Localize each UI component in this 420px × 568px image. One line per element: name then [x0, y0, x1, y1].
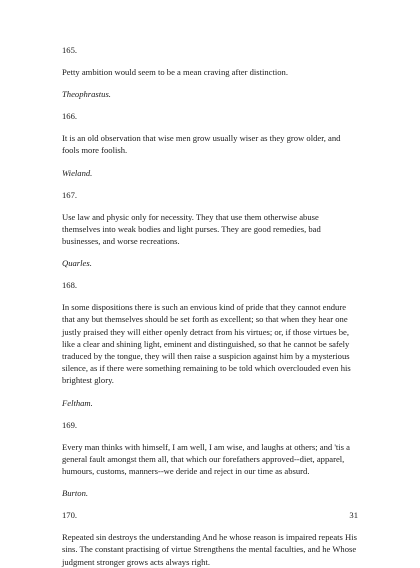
entry-number: 167. — [62, 189, 78, 200]
entry-number: 166. — [62, 111, 78, 122]
page-number: 31 — [349, 510, 358, 520]
entry-author: Feltham. — [62, 397, 93, 408]
entry-170 — [62, 509, 358, 568]
entry-168 — [62, 279, 358, 408]
entry-text: Repeated sin destroys the understanding And he whose reason is impaired repeats His sins. The constant practising of virtue Strengthens the mental faculties, and he Whose judgment stronger grows acts always right. — [62, 532, 357, 567]
entry-number: 170. — [62, 510, 78, 521]
entry-author: Quarles. — [62, 258, 92, 269]
entry-text: In some dispositions there is such an envious kind of pride that they cannot endure that any but themselves should be set forth as excellent; so that when they hear one justly praised they will either openly detract from his virtues; or, if those virtues be, like a clear and shining light, eminent and distinguished, so that he cannot be safely traduced by the tongue, they will then raise a suspicion against him by a mysterious silence, as if there were something remaining to be told which overclouded even his brightest glory. — [62, 302, 351, 386]
entry-number: 169. — [62, 419, 78, 430]
entry-number: 165. — [62, 45, 78, 55]
entry-number: 168. — [62, 280, 78, 291]
entry-167 — [62, 189, 358, 270]
entry-author: Theophrastus. — [62, 89, 111, 100]
entry-text: It is an old observation that wise men grow usually wiser as they grow older, and fools more foolish. — [62, 133, 341, 156]
entry-text: Every man thinks with himself, I am well, I am wise, and laughs at others; and 'tis a general fault amongst them all, that which our forefathers approved--diet, apparel, humours, customs, manners--we deride and reject in our time as absurd. — [62, 441, 350, 477]
entry-text: Petty ambition would seem to be a mean craving after distinction. — [62, 67, 289, 77]
entry-text: Use law and physic only for necessity. They that use them otherwise abuse themselves into weak bodies and light purses. They are good remedies, bad businesses, and worse recreations. — [62, 211, 321, 247]
entry-author: Burton. — [62, 488, 89, 499]
entry-169 — [62, 419, 358, 500]
entry-166 — [62, 110, 358, 178]
entry-165 — [62, 44, 358, 100]
entry-author: Wieland. — [62, 167, 93, 178]
